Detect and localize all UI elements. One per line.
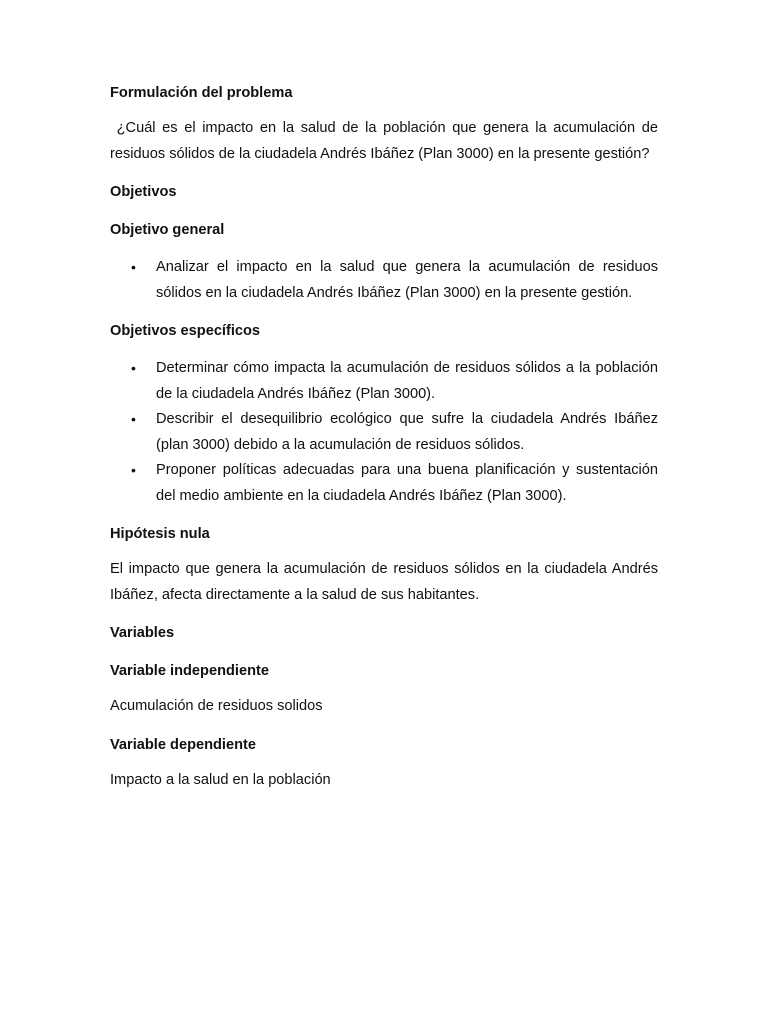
- list-item: [110, 255, 658, 306]
- objetivos-especificos-list: [110, 356, 658, 509]
- list-item: [110, 458, 658, 509]
- paragraph-variable-dependiente: Impacto a la salud en la población: [110, 771, 331, 788]
- bullet-icon: •: [131, 360, 136, 376]
- list-item-text: Analizar el impacto en la salud que genera la acumulación de residuos sólidos en la ciudadela Andrés Ibáñez (Plan 3000) en la presente gestión.: [156, 259, 658, 301]
- list-item: [110, 356, 658, 407]
- list-item-text: Proponer políticas adecuadas para una buena planificación y sustentación del medio ambiente en la ciudadela Andrés Ibáñez (Plan 3000).: [156, 462, 658, 504]
- document-body: [110, 78, 663, 793]
- list-item-text: Describir el desequilibrio ecológico que sufre la ciudadela Andrés Ibáñez (plan 3000) debido a la acumulación de residuos sólidos.: [156, 411, 658, 453]
- paragraph-hipotesis: El impacto que genera la acumulación de residuos sólidos en la ciudadela Andrés Ibáñez, afecta directamente a la salud de sus habitantes.: [110, 561, 658, 603]
- heading-objetivos-especificos: Objetivos específicos: [110, 323, 261, 339]
- bullet-icon: •: [131, 411, 136, 427]
- list-item-text: Determinar cómo impacta la acumulación de residuos sólidos a la población de la ciudadela Andrés Ibáñez (Plan 3000).: [156, 360, 658, 402]
- heading-variable-independiente: Variable independiente: [110, 663, 269, 679]
- heading-objetivos: Objetivos: [110, 184, 177, 200]
- heading-variables: Variables: [110, 625, 175, 641]
- bullet-icon: •: [131, 462, 136, 478]
- heading-formulacion: Formulación del problema: [110, 85, 293, 101]
- objetivo-general-list: [110, 255, 658, 306]
- bullet-icon: •: [131, 259, 136, 275]
- list-item: [110, 407, 658, 458]
- heading-variable-dependiente: Variable dependiente: [110, 736, 256, 753]
- paragraph-variable-independiente: Acumulación de residuos solidos: [110, 698, 323, 714]
- heading-objetivo-general: Objetivo general: [110, 222, 225, 238]
- paragraph-formulacion: ¿Cuál es el impacto en la salud de la población que genera la acumulación de residuos sólidos de la ciudadela Andrés Ibáñez (Plan 3000) en la presente gestión?: [110, 120, 663, 162]
- heading-hipotesis: Hipótesis nula: [110, 526, 210, 542]
